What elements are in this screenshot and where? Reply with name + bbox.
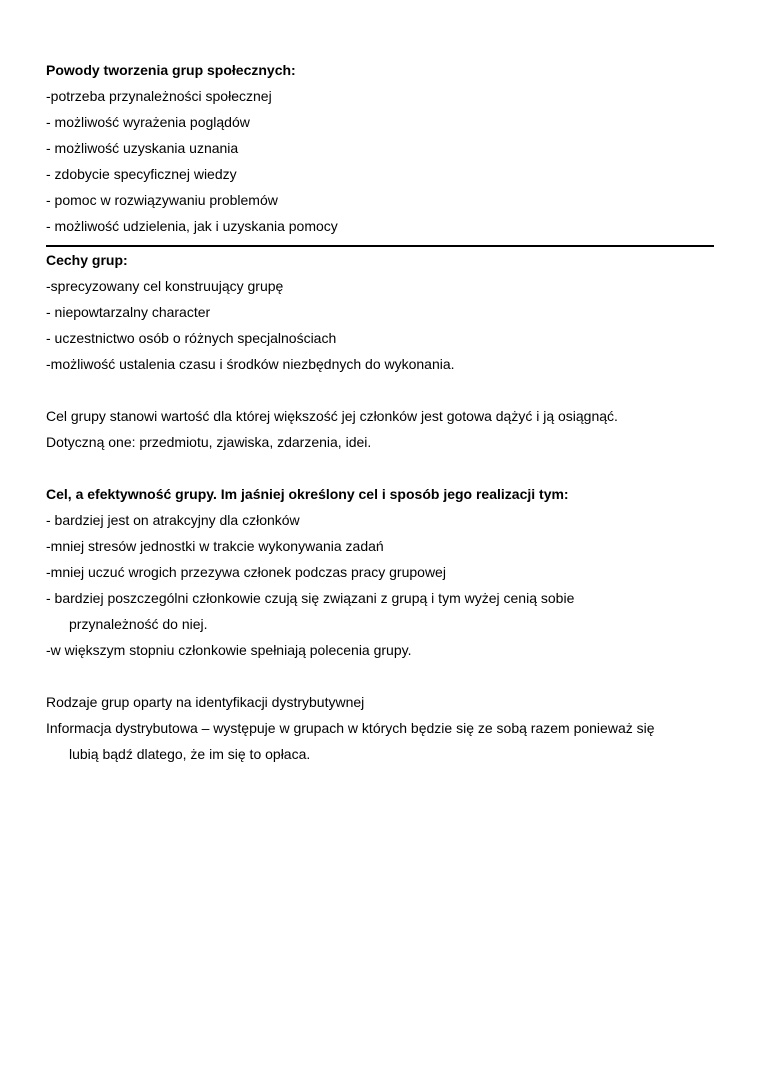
paragraph-continuation: lubią bądź dlatego, że im się to opłaca. <box>69 746 311 762</box>
list-item: -potrzeba przynależności społecznej <box>46 88 272 104</box>
list-item: -mniej uczuć wrogich przezywa członek podczas pracy grupowej <box>46 564 446 580</box>
list-item: - bardziej jest on atrakcyjny dla członków <box>46 512 300 528</box>
list-item: - zdobycie specyficznej wiedzy <box>46 166 237 182</box>
section-heading: Powody tworzenia grup społecznych: <box>46 62 296 78</box>
section-goal-effectiveness <box>46 481 716 663</box>
section-heading: Cel, a efektywność grupy. Im jaśniej określony cel i sposób jego realizacji tym: <box>46 486 569 502</box>
section-heading: Cechy grup: <box>46 252 128 268</box>
list-item: -mniej stresów jednostki w trakcie wykonywania zadań <box>46 538 384 554</box>
section-group-types <box>46 689 716 767</box>
list-item-continuation: przynależność do niej. <box>69 616 208 632</box>
section-features <box>46 247 716 377</box>
spacer <box>46 455 716 481</box>
list-item: - uczestnictwo osób o różnych specjalnościach <box>46 330 337 346</box>
list-item: -możliwość ustalenia czasu i środków niezbędnych do wykonania. <box>46 356 455 372</box>
paragraph-line: Informacja dystrybutowa – występuje w grupach w których będzie się ze sobą razem ponieważ się <box>46 720 655 736</box>
paragraph-line: Dotyczną one: przedmiotu, zjawiska, zdarzenia, idei. <box>46 434 372 450</box>
list-item: - pomoc w rozwiązywaniu problemów <box>46 192 278 208</box>
list-item: - możliwość udzielenia, jak i uzyskania pomocy <box>46 218 338 234</box>
list-item: - możliwość wyrażenia poglądów <box>46 114 250 130</box>
list-item: - możliwość uzyskania uznania <box>46 140 239 156</box>
list-item: - niepowtarzalny character <box>46 304 211 320</box>
section-reasons <box>46 57 716 239</box>
spacer <box>46 663 716 689</box>
paragraph-line: Cel grupy stanowi wartość dla której większość jej członków jest gotowa dążyć i ją osiągnąć. <box>46 408 618 424</box>
section-goal-definition <box>46 403 716 455</box>
document-page <box>46 57 716 767</box>
paragraph-line: Rodzaje grup oparty na identyfikacji dystrybutywnej <box>46 694 365 710</box>
list-item: -w większym stopniu członkowie spełniają polecenia grupy. <box>46 642 412 658</box>
list-item: -sprecyzowany cel konstruujący grupę <box>46 278 284 294</box>
list-item: - bardziej poszczególni członkowie czują się związani z grupą i tym wyżej cenią sobie <box>46 590 575 606</box>
spacer <box>46 377 716 403</box>
